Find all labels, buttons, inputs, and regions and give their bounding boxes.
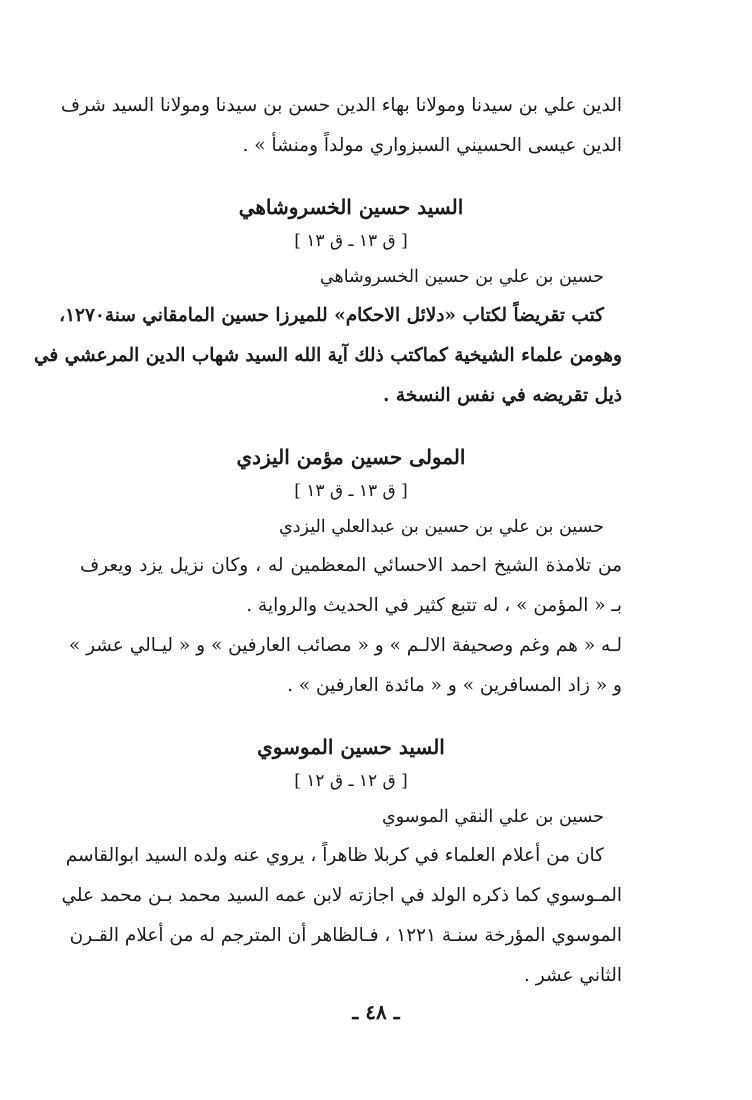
entry-text-line: ذيل تقريضه في نفس النسخة . bbox=[383, 385, 622, 406]
entry-text-line: و « زاد المسافرين » و « مائدة العارفين » . bbox=[287, 675, 622, 696]
entry-dates: [ ق ١٢ ـ ق ١٢ ] bbox=[294, 771, 408, 791]
entry-dates: [ ق ١٣ ـ ق ١٣ ] bbox=[294, 481, 408, 501]
entry-dates: [ ق ١٣ ـ ق ١٣ ] bbox=[294, 231, 408, 251]
entry-text-line: الموسوي المؤرخة سنـة ١٢٢١ ، فـالظاهر أن المترجم له من أعلام القـرن bbox=[69, 925, 622, 946]
entry-full-name: حسين بن علي النقي الموسوي bbox=[382, 807, 604, 827]
page-body bbox=[33, 86, 622, 996]
intro-line: الدين علي بن سيدنا ومولانا بهاء الدين حسن بن سيدنا ومولانا السيد شرف bbox=[60, 95, 622, 116]
entry-title: السيد حسين الخسروشاهي bbox=[238, 195, 464, 219]
entry-text-line: المـوسوي كما ذكره الولد في اجازته لابن عمه السيد محمد بـن محمد علي bbox=[61, 885, 622, 906]
entry-text-line: من تلامذة الشيخ احمد الاحسائي المعظمين له ، وكان نزيل يزد ويعرف bbox=[80, 555, 622, 576]
entry-title: المولى حسين مؤمن اليزدي bbox=[236, 445, 466, 469]
entry-full-name: حسين بن علي بن حسين الخسروشاهي bbox=[319, 267, 604, 287]
intro-line: الدين عيسى الحسيني السبزواري مولداً ومنشأ » . bbox=[242, 135, 622, 156]
entry-text-line: كان من أعلام العلماء في كربلا ظاهراً ، يروي عنه ولده السيد ابوالقاسم bbox=[65, 845, 604, 866]
entry-title: السيد حسين الموسوي bbox=[257, 735, 445, 759]
entry-text-line: بـ « المؤمن » ، له تتبع كثير في الحديث والرواية . bbox=[246, 595, 622, 616]
entry-full-name: حسين بن علي بن حسين بن عبدالعلي اليزدي bbox=[279, 517, 604, 537]
entry-text-line: الثاني عشر . bbox=[524, 965, 622, 986]
entry-text-line: لـه « هم وغم وصحيفة الالـم » و « مصائب العارفين » و « ليـالي عشر » bbox=[68, 635, 622, 656]
entry-text-line: كتب تقريضاً لكتاب «دلائل الاحكام» للميرزا حسين المامقاني سنة١٢٧٠، bbox=[59, 305, 604, 326]
entry-text-line: وهومن علماء الشيخية كماكتب ذلك آية الله السيد شهاب الدين المرعشي في bbox=[33, 345, 622, 366]
page-number: ـ ٤٨ ـ bbox=[352, 1000, 400, 1024]
